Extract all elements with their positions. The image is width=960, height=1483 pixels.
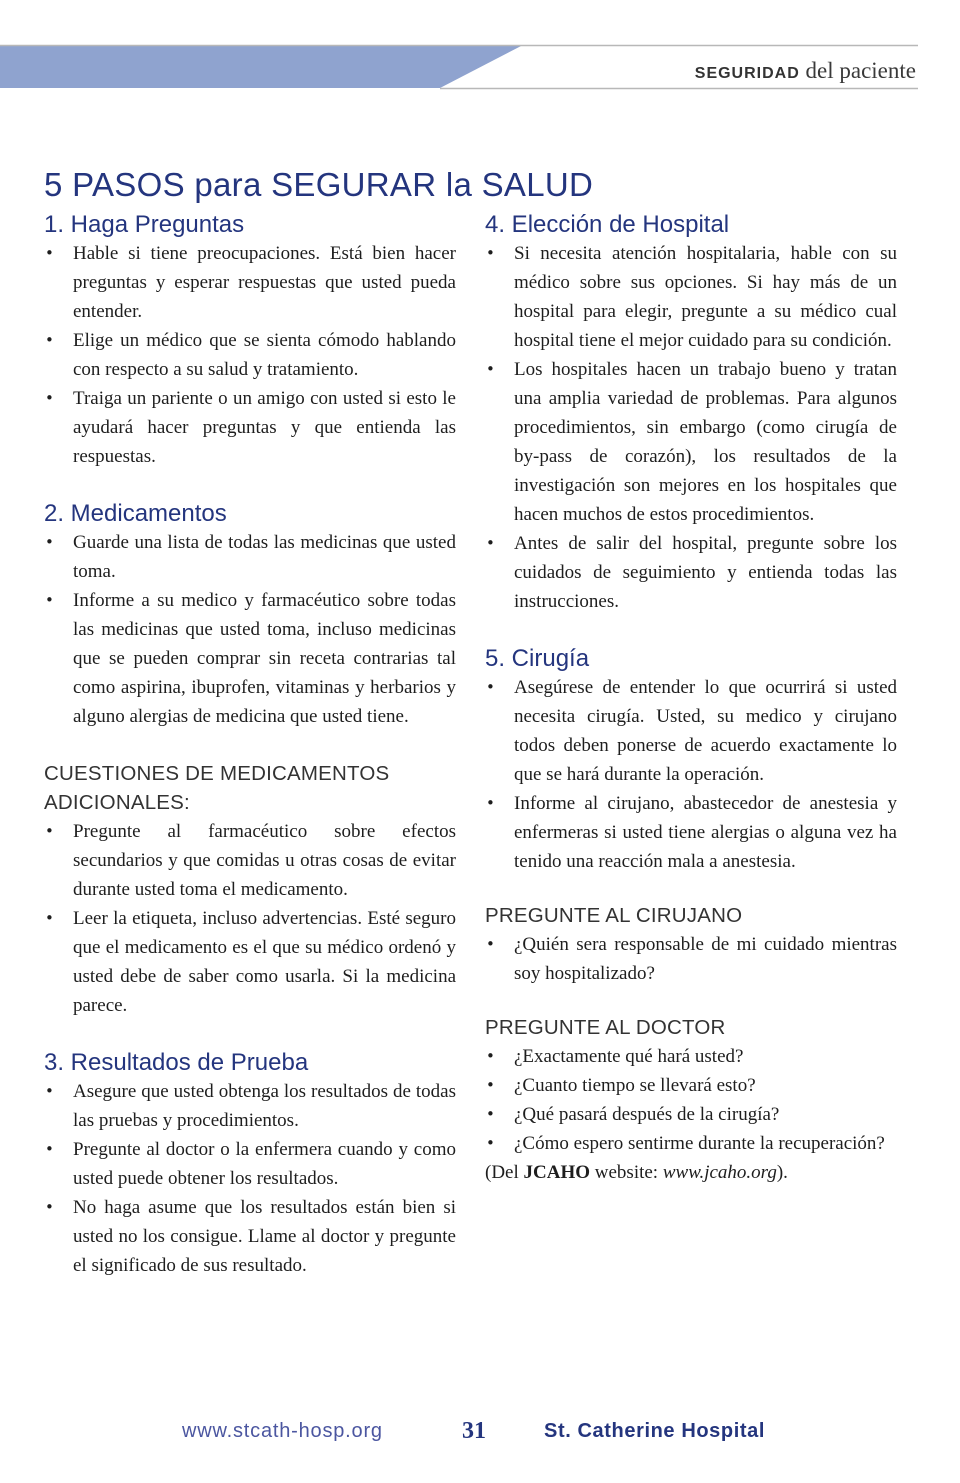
page-number: 31 <box>462 1418 486 1444</box>
section-title-medicamentos: 2. Medicamentos <box>44 500 227 527</box>
list-cirugia <box>485 673 897 876</box>
list-item: • ¿Cuanto tiempo se llevará esto? <box>485 1071 897 1100</box>
section-title-preguntas: 1. Haga Preguntas <box>44 211 245 238</box>
list-item: • ¿Cómo espero sentirme durante la recuperación? <box>485 1129 897 1158</box>
source-middle: website: <box>590 1162 663 1183</box>
list-item: • ¿Exactamente qué hará usted? <box>485 1042 897 1071</box>
list-item: • Traiga un pariente o un amigo con usted si esto le ayudará hacer preguntas y que entienda las respuestas. <box>44 384 456 471</box>
subsection-title-cirujano: PREGUNTE AL CIRUJANO <box>485 904 743 927</box>
footer-hospital-name: St. Catherine Hospital <box>544 1420 766 1442</box>
list-item: • Los hospitales hacen un trabajo bueno y tratan una amplia variedad de problemas. Para algunos procedimientos, sin embargo (como cirugía de by-pass de corazón), los resultados de la investigación son mejores en los hospitales que hacen muchos de estos procedimientos. <box>485 355 897 529</box>
footer <box>0 1418 960 1448</box>
list-item: • Asegure que usted obtenga los resultados de todas las pruebas y procedimientos. <box>44 1077 456 1135</box>
list-item: • Antes de salir del hospital, pregunte sobre los cuidados de seguimiento y entienda todas las instrucciones. <box>485 529 897 616</box>
list-preguntas <box>44 239 456 471</box>
page-title: 5 PASOS para SEGURAR la SALUD <box>44 166 594 203</box>
header-title-rest: del paciente <box>799 58 916 83</box>
list-item: • Informe al cirujano, abastecedor de anestesia y enfermeras si usted tiene alergias o alguna vez ha tenido una reacción mala a anestesia. <box>485 789 897 876</box>
list-resultados <box>44 1077 456 1280</box>
header-title-caps: SEGURIDAD <box>694 65 800 82</box>
list-cirujano <box>485 930 897 988</box>
list-item: • ¿Qué pasará después de la cirugía? <box>485 1100 897 1129</box>
list-cuestiones <box>44 817 456 1020</box>
subsection-title-cuestiones: CUESTIONES DE MEDICAMENTOS ADICIONALES: <box>44 762 390 814</box>
list-item: • Guarde una lista de todas las medicinas que usted toma. <box>44 528 456 586</box>
source-suffix: ). <box>776 1162 788 1183</box>
footer-website: www.stcath-hosp.org <box>182 1420 383 1442</box>
source-prefix: (Del <box>485 1162 524 1183</box>
list-hospital <box>485 239 897 616</box>
list-item: • Informe a su medico y farmacéutico sobre todas las medicinas que usted toma, incluso medicinas que se pueden comprar sin receta contrarias tal como aspirina, ibuprofen, vitaminas y herbarios y alguno alergias de medicina que usted tiene. <box>44 586 456 731</box>
list-medicamentos <box>44 528 456 731</box>
source-url: www.jcaho.org <box>662 1162 777 1183</box>
section-title-hospital: 4. Elección de Hospital <box>485 211 730 238</box>
source-citation <box>485 1158 897 1187</box>
list-item: • Asegúrese de entender lo que ocurrirá si usted necesita cirugía. Usted, su medico y cirujano todos deben ponerse de acuerdo exactamente lo que se hará durante la operación. <box>485 673 897 789</box>
source-org: JCAHO <box>523 1162 591 1183</box>
list-item: • ¿Quién sera responsable de mi cuidado mientras soy hospitalizado? <box>485 930 897 988</box>
section-title-resultados: 3. Resultados de Prueba <box>44 1049 309 1076</box>
right-column <box>485 210 897 1187</box>
left-column <box>44 210 456 1280</box>
header-banner <box>0 0 960 100</box>
list-item: • Pregunte al doctor o la enfermera cuando y como usted puede obtener los resultados. <box>44 1135 456 1193</box>
subsection-title-doctor: PREGUNTE AL DOCTOR <box>485 1016 726 1039</box>
list-item: • Elige un médico que se sienta cómodo hablando con respecto a su salud y tratamiento. <box>44 326 456 384</box>
list-item: • Leer la etiqueta, incluso advertencias. Esté seguro que el medicamento es el que su médico ordenó y usted debe de saber como usarla. Si la medicina parece. <box>44 904 456 1020</box>
section-title-cirugia: 5. Cirugía <box>485 645 590 672</box>
list-item: • Pregunte al farmacéutico sobre efectos secundarios y que comidas u otras cosas de evitar durante usted toma el medicamento. <box>44 817 456 904</box>
list-doctor <box>485 1042 897 1158</box>
list-item: • No haga asume que los resultados están bien si usted no los consigue. Llame al doctor y pregunte el significado de sus resultado. <box>44 1193 456 1280</box>
header-title <box>695 58 916 84</box>
list-item: • Si necesita atención hospitalaria, hable con su médico sobre sus opciones. Si hay más de un hospital para elegir, pregunte a su médico cual hospital tiene el mejor cuidado para su condición. <box>485 239 897 355</box>
list-item: • Hable si tiene preocupaciones. Está bien hacer preguntas y esperar respuestas que usted pueda entender. <box>44 239 456 326</box>
